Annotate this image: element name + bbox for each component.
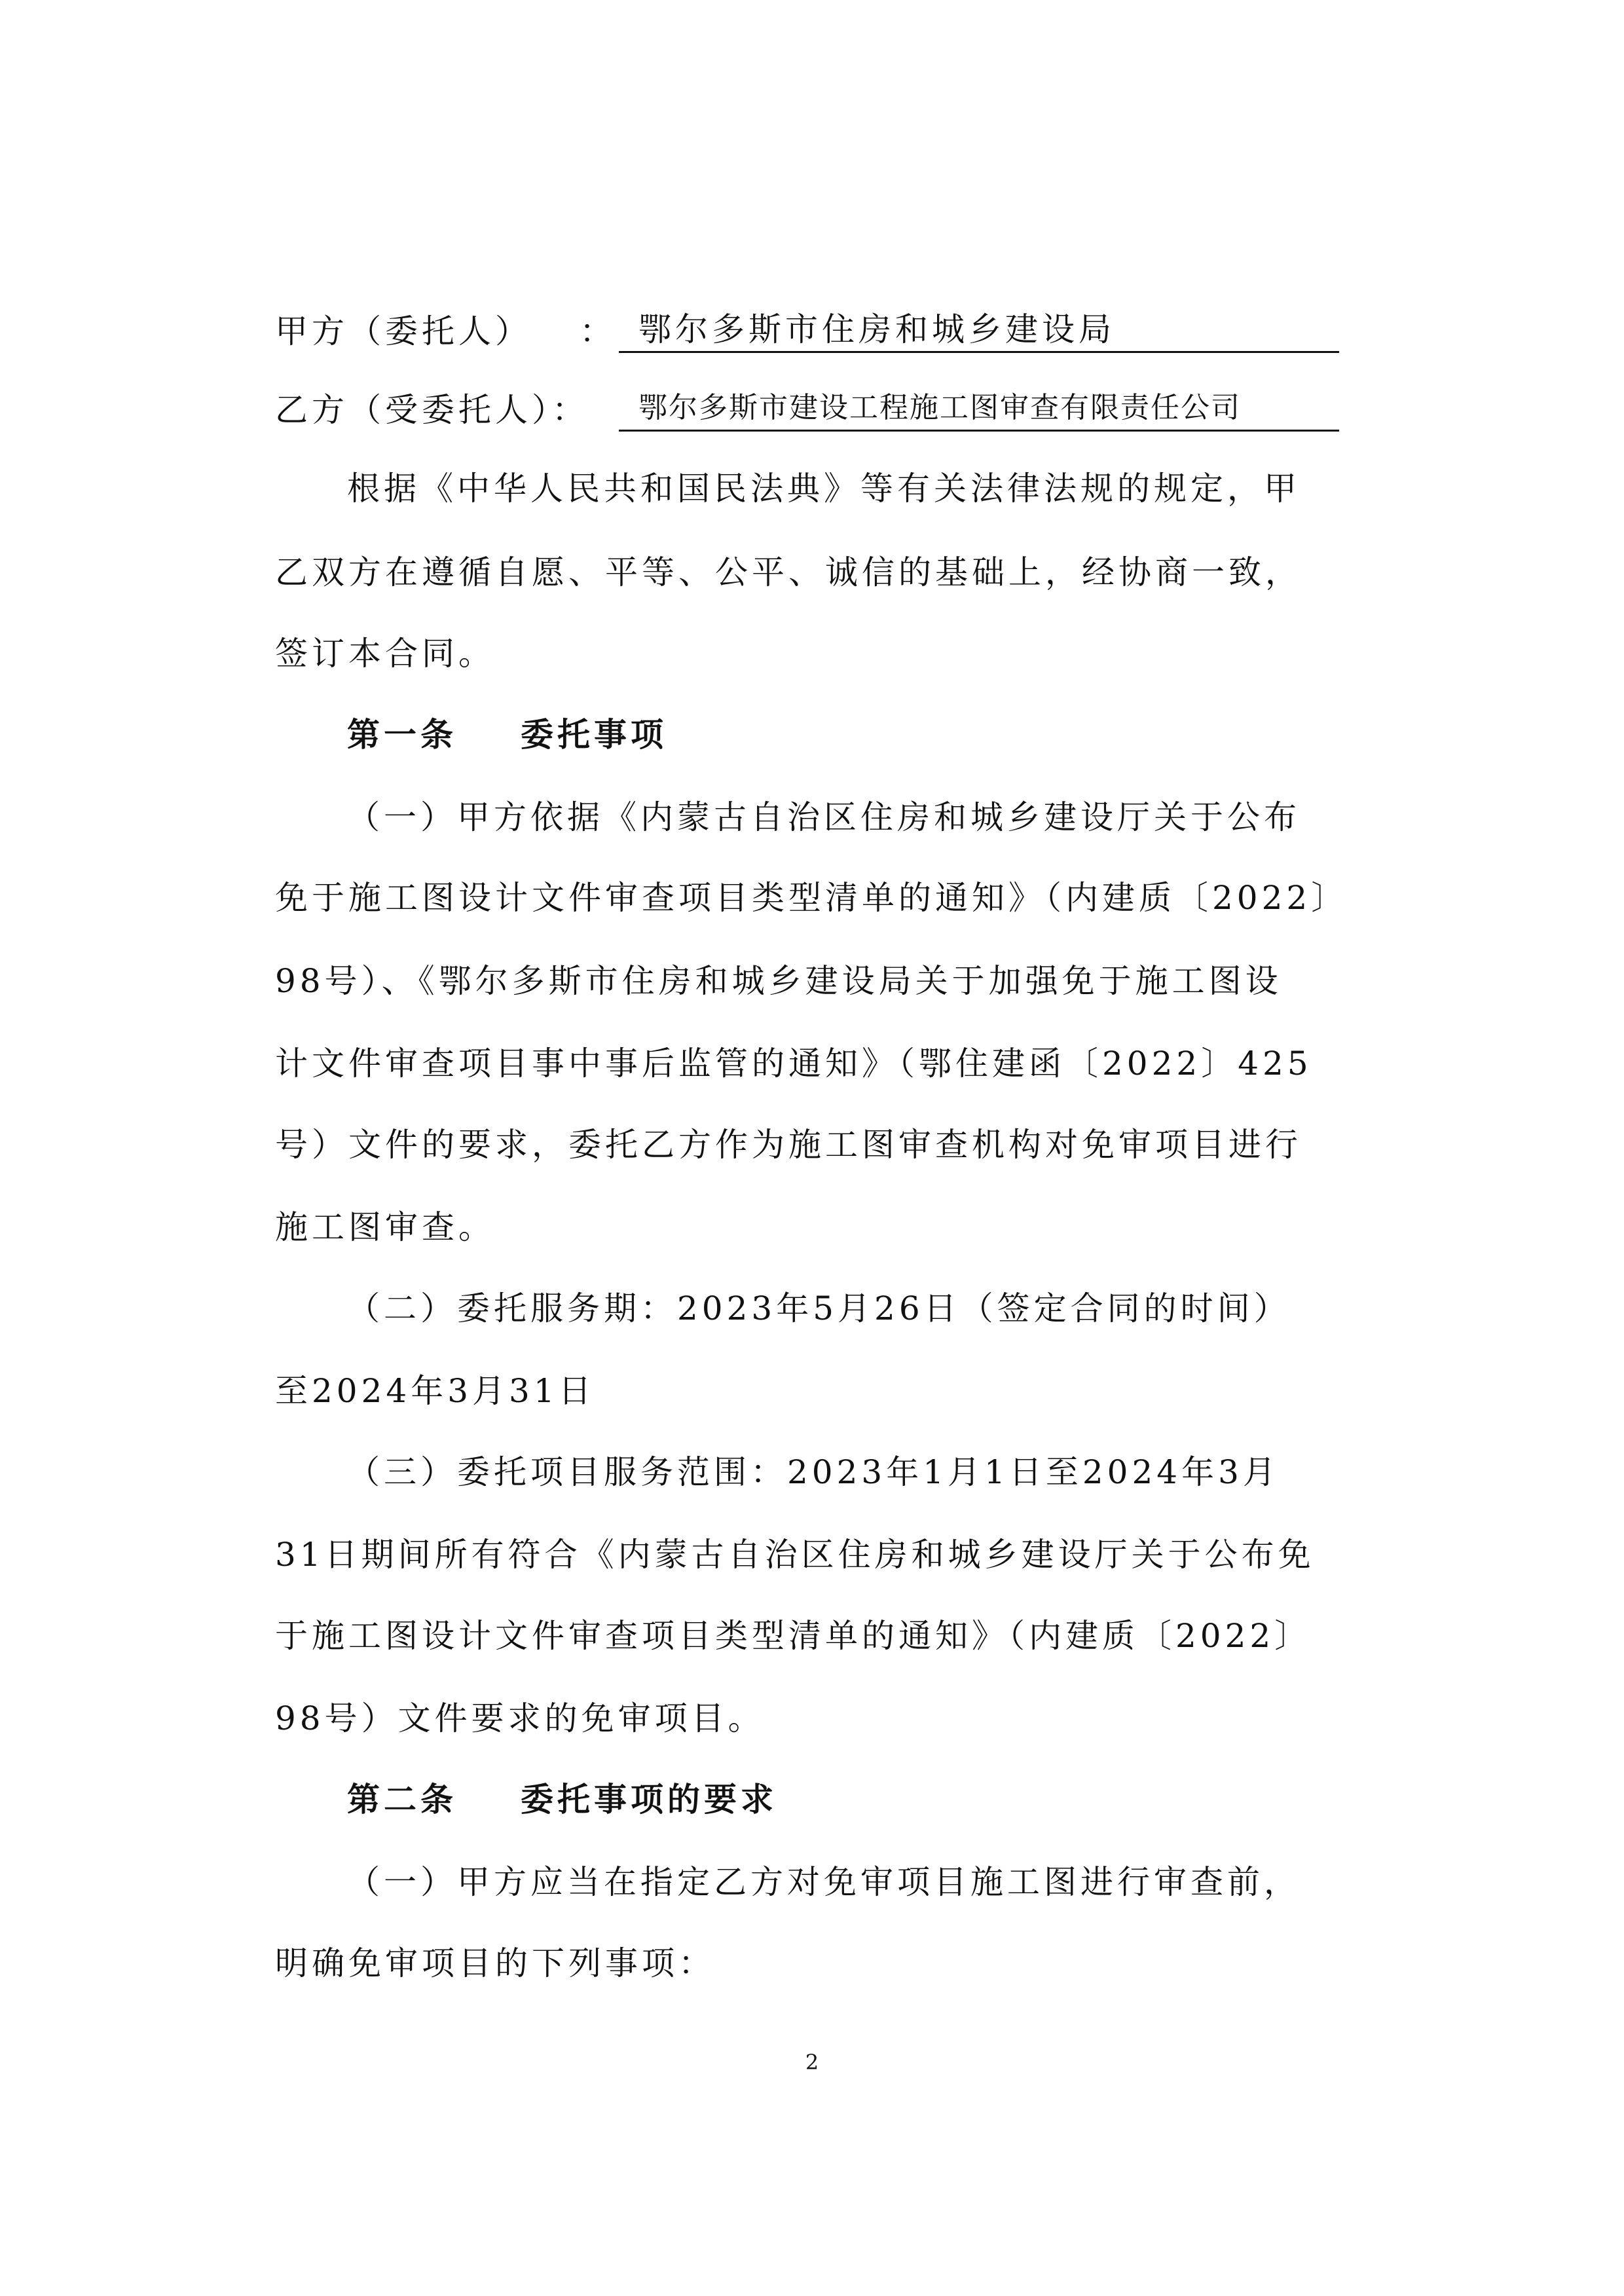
article-1-title: 委托事项 bbox=[521, 715, 667, 754]
party-b-value: 鄂尔多斯市建设工程施工图审查有限责任公司 bbox=[619, 386, 1339, 432]
article-1-item-3-line-4: 98号）文件要求的免审项目。 bbox=[275, 1699, 765, 1737]
party-a-label: 甲方（委托人） bbox=[275, 312, 532, 350]
article-1-item-2-line-2: 至2024年3月31日 bbox=[275, 1372, 595, 1410]
intro-line-2: 乙双方在遵循自愿、平等、公平、诚信的基础上，经协商一致， bbox=[275, 553, 1302, 591]
article-2-number: 第二条 bbox=[347, 1780, 457, 1819]
party-a-value: 鄂尔多斯市住房和城乡建设局 bbox=[619, 308, 1339, 353]
intro-line-3: 签订本合同。 bbox=[275, 635, 495, 673]
article-1-item-1-line-4: 计文件审查项目事中事后监管的通知》（鄂住建函〔2022〕425 bbox=[275, 1045, 1312, 1083]
article-2-item-1-line-2: 明确免审项目的下列事项： bbox=[275, 1944, 715, 1982]
article-1-item-1-line-5: 号）文件的要求，委托乙方作为施工图审查机构对免审项目进行 bbox=[275, 1126, 1302, 1164]
party-a-colon: ： bbox=[580, 312, 616, 350]
article-1-item-1-line-3: 98号）、《鄂尔多斯市住房和城乡建设局关于加强免于施工图设 bbox=[275, 962, 1282, 1000]
page-number: 2 bbox=[805, 2050, 819, 2075]
article-1-item-1-line-1: （一）甲方依据《内蒙古自治区住房和城乡建设厅关于公布 bbox=[347, 798, 1301, 836]
article-2-title: 委托事项的要求 bbox=[521, 1780, 777, 1819]
article-1-item-3-line-1: （三）委托项目服务范围：2023年1月1日至2024年3月 bbox=[347, 1453, 1280, 1491]
article-1-item-1-line-6: 施工图审查。 bbox=[275, 1208, 495, 1246]
article-2-item-1-line-1: （一）甲方应当在指定乙方对免审项目施工图进行审查前， bbox=[347, 1863, 1301, 1901]
intro-line-1: 根据《中华人民共和国民法典》等有关法律法规的规定，甲 bbox=[347, 470, 1301, 508]
article-1-item-1-line-2: 免于施工图设计文件审查项目类型清单的通知》（内建质〔2022〕 bbox=[275, 879, 1348, 917]
article-1-item-3-line-2: 31日期间所有符合《内蒙古自治区住房和城乡建设厅关于公布免 bbox=[275, 1536, 1315, 1574]
article-1-item-3-line-3: 于施工图设计文件审查项目类型清单的通知》（内建质〔2022〕 bbox=[275, 1617, 1312, 1655]
article-1-item-2-line-1: （二）委托服务期：2023年5月26日（签定合同的时间） bbox=[347, 1289, 1291, 1327]
party-b-label: 乙方（受委托人）： bbox=[275, 391, 589, 429]
article-1-number: 第一条 bbox=[347, 715, 457, 754]
